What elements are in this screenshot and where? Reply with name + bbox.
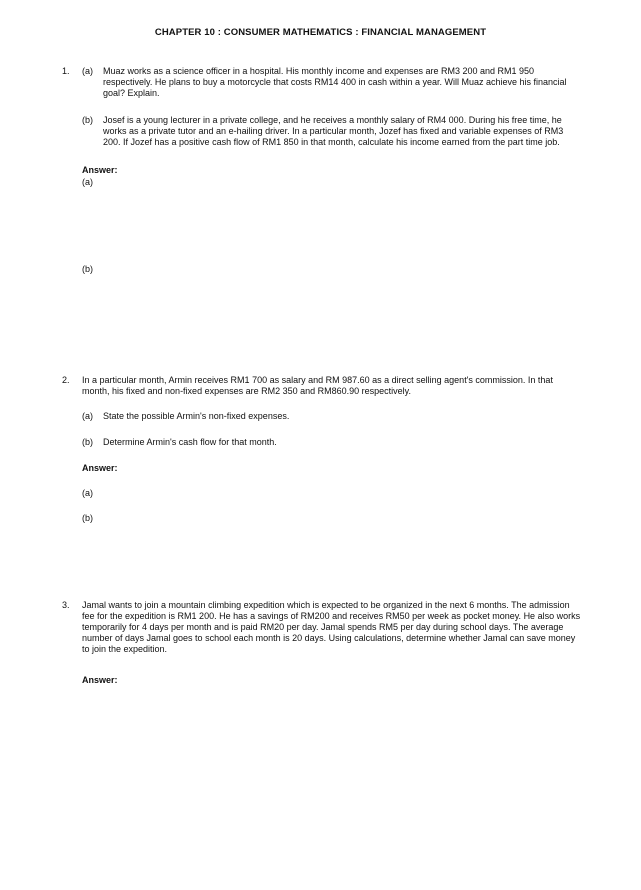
question-number: 3. bbox=[62, 600, 70, 610]
answer-label-2b: (b) bbox=[82, 513, 93, 523]
part-label: (a) bbox=[82, 411, 93, 421]
question-text: In a particular month, Armin receives RM1 700 as salary and RM 987.60 as a direct selling agent's commission. In that month, his fixed and non-fixed expenses are RM2 350 and RM860.90 respectively. bbox=[82, 375, 553, 396]
part-text: State the possible Armin's non-fixed expenses. bbox=[103, 411, 290, 421]
part-label: (b) bbox=[82, 437, 93, 447]
part-label: (a) bbox=[82, 66, 93, 76]
answer-heading-2: Answer: bbox=[82, 463, 118, 473]
part-label: (b) bbox=[82, 115, 93, 125]
answer-label-2a: (a) bbox=[82, 488, 93, 498]
chapter-title: CHAPTER 10 : CONSUMER MATHEMATICS : FINANCIAL MANAGEMENT bbox=[154, 27, 487, 38]
answer-label-1b: (b) bbox=[82, 264, 93, 274]
part-text: Josef is a young lecturer in a private college, and he receives a monthly salary of RM4 000. During his free time, he works as a private tutor and an e-hailing driver. In a particular month, Jozef has fixed and variable expenses of RM3 200. If Jozef has a positive cash flow of RM1 850 in that month, calculate his income earned from the part time job. bbox=[103, 115, 564, 147]
answer-heading-1: Answer: bbox=[82, 165, 118, 175]
part-text: Determine Armin's cash flow for that month. bbox=[103, 437, 277, 447]
answer-label-1a: (a) bbox=[82, 177, 93, 187]
answer-heading-3: Answer: bbox=[82, 675, 118, 685]
question-number: 2. bbox=[62, 375, 70, 385]
question-number: 1. bbox=[62, 66, 70, 76]
question-text: Jamal wants to join a mountain climbing expedition which is expected to be organized in the next 6 months. The admission fee for the expedition is RM1 200. He has a savings of RM200 and receives RM50 per week as pocket money. He also works temporarily for 4 days per month and is paid RM20 per day. Jamal spends RM5 per day during school days. The average number of days Jamal goes to school each month is 20 days. Using calculations, determine whether Jamal can save money to join the expedition. bbox=[82, 600, 581, 654]
part-text: Muaz works as a science officer in a hospital. His monthly income and expenses are RM3 200 and RM1 950 respectively. He plans to buy a motorcycle that costs RM14 400 in cash within a year. Will Muaz achieve his financial goal? Explain. bbox=[103, 66, 567, 98]
